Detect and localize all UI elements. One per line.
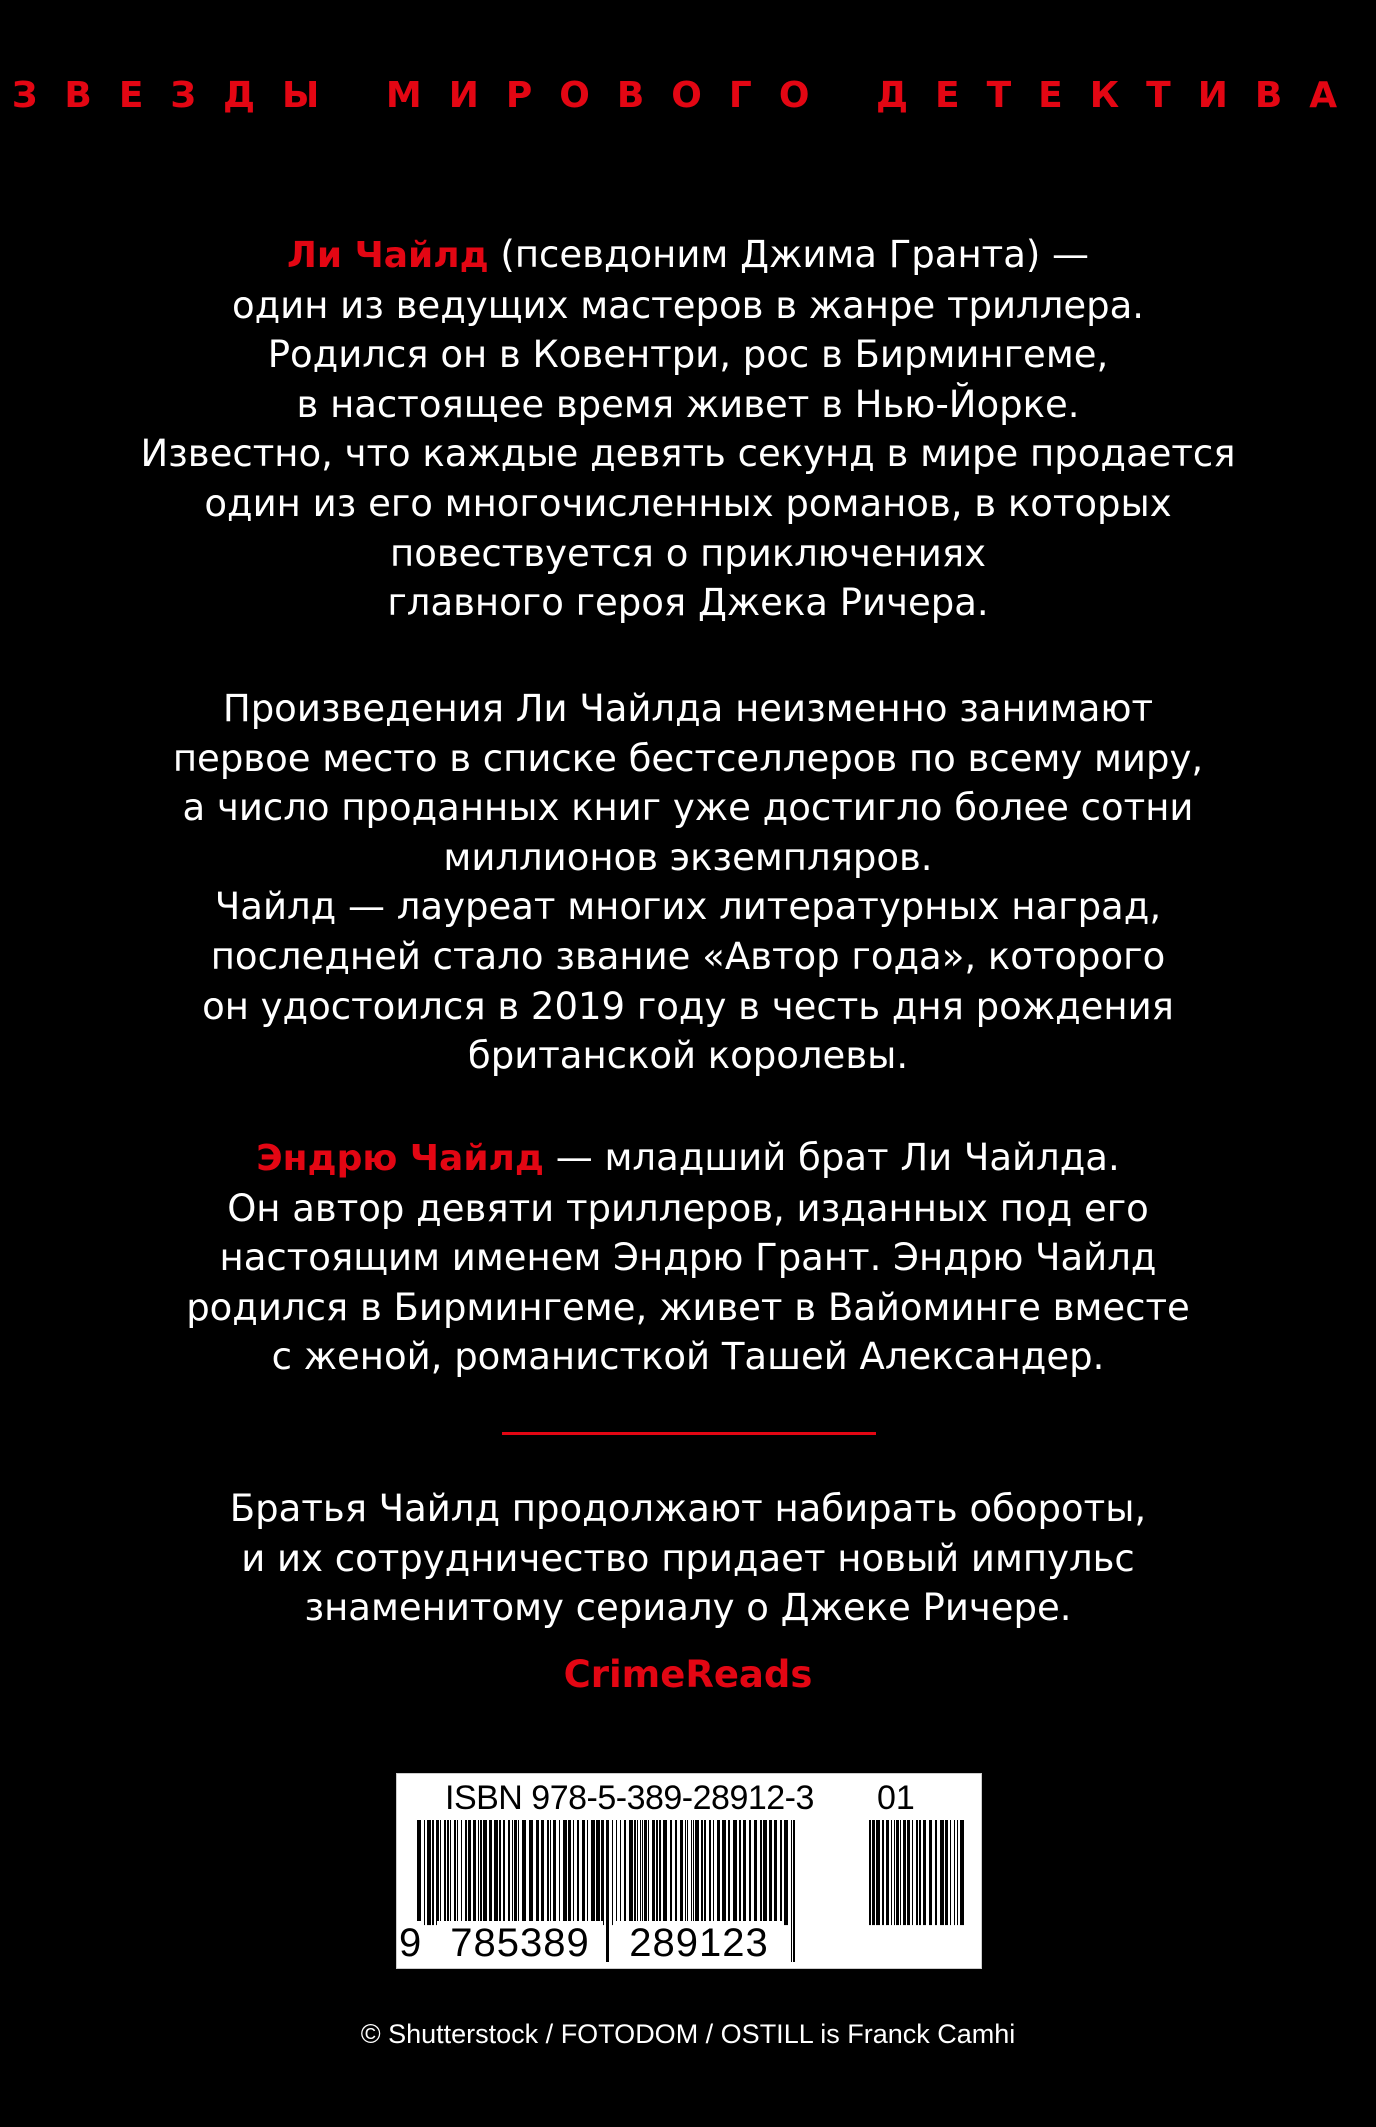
barcode-bar — [675, 1820, 677, 1925]
barcode-bar — [656, 1820, 658, 1925]
text-line: родился в Бирмингеме, живет в Вайоминге вместе — [186, 1285, 1190, 1329]
barcode-digits-left: 785389 — [437, 1921, 603, 1965]
barcode-bar — [923, 1820, 926, 1925]
barcode-bar — [940, 1820, 944, 1925]
barcode-bar — [882, 1820, 884, 1925]
barcode-bar — [900, 1820, 901, 1925]
barcode-bar — [780, 1820, 782, 1925]
barcode-bar — [637, 1820, 638, 1925]
barcode-bar — [722, 1820, 726, 1925]
text-line: миллионов экземпляров. — [443, 835, 933, 879]
bio-lee-first-line — [0, 230, 1376, 281]
barcode-bar — [685, 1820, 686, 1925]
text-line: Известно, что каждые девять секунд в мире продается — [140, 432, 1236, 476]
barcode-bar — [960, 1820, 964, 1925]
barcode-bar — [886, 1820, 889, 1925]
text-line: один из ведущих мастеров в жанре триллера. — [231, 283, 1145, 327]
text-line: в настоящее время живет в Нью-Йорке. — [296, 382, 1080, 426]
quote-paragraph — [0, 1484, 1376, 1633]
photo-credits: © Shutterstock / FOTODOM / OSTILL is Franck Camhi — [360, 2019, 1016, 2049]
text-line: Произведения Ли Чайлда неизменно занимают — [222, 687, 1154, 730]
barcode-bar — [454, 1820, 456, 1925]
isbn-label: ISBN 978-5-389-28912-3 — [445, 1779, 814, 1817]
barcode-bar — [536, 1820, 539, 1925]
bio-lee-child — [0, 230, 1376, 628]
barcode-digit-first: 9 — [399, 1921, 422, 1965]
barcode-bar — [468, 1820, 471, 1925]
barcode-bar — [749, 1820, 751, 1925]
barcode-bar — [529, 1820, 533, 1925]
barcode-bar — [950, 1820, 951, 1925]
addon-barcode-bars — [867, 1820, 965, 1962]
barcode-bar — [935, 1820, 937, 1925]
barcode-bar — [559, 1820, 560, 1925]
barcode-bar — [704, 1820, 706, 1925]
barcode-bar — [919, 1820, 921, 1925]
barcode-bar — [728, 1820, 730, 1925]
barcode-bar — [912, 1820, 913, 1925]
barcode-bar — [791, 1820, 792, 1962]
barcode-bar — [550, 1820, 551, 1925]
text-line: британской королевы. — [467, 1034, 909, 1078]
barcode-bar — [514, 1820, 517, 1925]
barcode-bar — [483, 1820, 487, 1925]
barcode-bar — [478, 1820, 479, 1925]
barcode-bar — [591, 1820, 595, 1925]
barcode-bar — [691, 1820, 692, 1925]
text-line: настоящим именем Эндрю Грант. Эндрю Чайлд — [219, 1236, 1157, 1280]
barcode-bar — [687, 1820, 688, 1925]
barcode-bar — [616, 1820, 617, 1925]
text-line: а число проданных книг уже достигло более сотни — [182, 786, 1194, 830]
barcode-bar — [629, 1820, 633, 1925]
barcode-bar — [872, 1820, 875, 1925]
text-line: главного героя Джека Ричера. — [387, 581, 989, 625]
text-line: Чайлд — лауреат многих литературных наград, — [214, 885, 1162, 929]
barcode-bar — [891, 1820, 892, 1925]
barcode-bar — [713, 1820, 714, 1925]
barcode-bar — [494, 1820, 498, 1925]
text-line: и их сотрудничество придает новый импульс — [241, 1536, 1135, 1580]
quote-source: CrimeReads — [563, 1653, 813, 1696]
barcode-bar — [743, 1820, 746, 1925]
barcode-bar — [624, 1820, 626, 1925]
bio-andrew-first-line-rest: — младший брат Ли Чайлда. — [543, 1136, 1120, 1179]
barcode-bar — [547, 1820, 549, 1925]
barcode-bar — [465, 1820, 467, 1925]
barcode-bar — [717, 1820, 720, 1925]
barcode-bar — [640, 1820, 641, 1925]
barcode-bar — [499, 1820, 501, 1925]
barcode-bar — [784, 1820, 788, 1925]
barcode-bar — [763, 1820, 767, 1925]
barcode-bar — [876, 1820, 880, 1925]
series-title: ЗВЕЗДЫ МИРОВОГО ДЕТЕКТИВА — [11, 75, 1365, 116]
barcode-bar — [916, 1820, 918, 1925]
barcode-bar — [480, 1820, 482, 1925]
barcode-bar — [793, 1820, 795, 1962]
barcode-bar — [508, 1820, 510, 1925]
barcode-bar — [563, 1820, 567, 1925]
barcode-bar — [582, 1820, 585, 1925]
barcode-bar — [596, 1820, 600, 1925]
text-line: Братья Чайлд продолжают набирать обороты, — [229, 1487, 1147, 1530]
barcode-bar — [518, 1820, 519, 1925]
author-name-lee: Ли Чайлд — [286, 235, 489, 276]
barcode-bar — [659, 1820, 661, 1925]
red-divider — [502, 1432, 876, 1435]
barcode-bar — [957, 1820, 958, 1925]
barcode-bar — [695, 1820, 699, 1925]
barcode-bar — [907, 1820, 910, 1925]
text-line: Родился он в Ковентри, рос в Бирмингеме, — [267, 333, 1109, 377]
text-line: последней стало звание «Автор года», которого — [210, 934, 1166, 978]
text-line: знаменитому сериалу о Джеке Ричере. — [304, 1586, 1072, 1630]
barcode-bar — [680, 1820, 683, 1925]
isbn-barcode — [396, 1773, 982, 1969]
barcode-bar — [945, 1820, 948, 1925]
barcode-bar — [489, 1820, 492, 1925]
barcode-bar — [929, 1820, 932, 1925]
bio-lee-first-line-rest: (псевдоним Джима Гранта) — — [488, 233, 1090, 276]
barcode-bar — [769, 1820, 772, 1925]
author-name-andrew: Эндрю Чайлд — [256, 1138, 544, 1179]
barcode-bar — [457, 1820, 458, 1925]
text-line: он удостоился в 2019 году в честь дня рождения — [202, 984, 1174, 1028]
barcode-bar — [461, 1820, 462, 1925]
barcode-bar — [733, 1820, 737, 1925]
barcode-bar — [894, 1820, 895, 1925]
barcode-bar — [444, 1820, 446, 1925]
barcode-bar — [670, 1820, 672, 1925]
barcode-bar — [663, 1820, 667, 1925]
barcode-bar — [436, 1820, 439, 1925]
barcode-digits-right: 289123 — [615, 1921, 783, 1965]
barcode-bar — [739, 1820, 741, 1925]
barcode-bar — [573, 1820, 574, 1925]
barcode-bar — [553, 1820, 556, 1925]
text-line: один из его многочисленных романов, в которых — [204, 481, 1172, 525]
text-line: первое место в списке бестселлеров по всему миру, — [172, 736, 1204, 780]
barcode-bar — [440, 1820, 441, 1925]
barcode-bar — [620, 1820, 621, 1925]
barcode-bar — [512, 1820, 513, 1925]
barcode-bar — [644, 1820, 647, 1925]
barcode-bar — [760, 1820, 762, 1925]
text-line: с женой, романисткой Ташей Александер. — [271, 1335, 1105, 1379]
barcode-bar — [577, 1820, 579, 1925]
barcode-bar — [612, 1820, 613, 1925]
barcode-bar — [774, 1820, 777, 1925]
barcode-bar — [522, 1820, 526, 1925]
barcode-bar — [652, 1820, 655, 1925]
barcode-bar — [754, 1820, 757, 1925]
barcode-bar — [606, 1820, 609, 1962]
barcode-bar — [427, 1820, 431, 1925]
barcode-bar — [954, 1820, 955, 1925]
barcode-bar — [450, 1820, 451, 1925]
barcode-bar — [896, 1820, 899, 1925]
barcode-bar — [869, 1820, 871, 1925]
barcode-bar — [642, 1820, 643, 1925]
barcode-bar — [634, 1820, 636, 1925]
barcode-bar — [447, 1820, 449, 1925]
barcode-bar — [568, 1820, 571, 1925]
barcode-bar — [424, 1820, 425, 1925]
barcode-bar — [503, 1820, 505, 1925]
barcode-bar — [693, 1820, 694, 1925]
text-line: Он автор девяти триллеров, изданных под его — [227, 1186, 1149, 1230]
barcode-bar — [541, 1820, 544, 1925]
barcode-bar — [648, 1820, 649, 1925]
barcode-bar — [473, 1820, 476, 1925]
bio-andrew-child — [0, 1133, 1376, 1382]
barcode-bar — [709, 1820, 711, 1925]
barcode-bar — [432, 1820, 434, 1925]
barcode-bar — [601, 1820, 604, 1925]
text-line: повествуется о приключениях — [390, 531, 986, 575]
bio-andrew-first-line — [0, 1133, 1376, 1184]
addon-label: 01 — [877, 1779, 915, 1817]
barcode-bar — [587, 1820, 588, 1925]
works-paragraph — [0, 684, 1376, 1081]
barcode-bar — [701, 1820, 703, 1925]
barcode-bar — [903, 1820, 906, 1925]
